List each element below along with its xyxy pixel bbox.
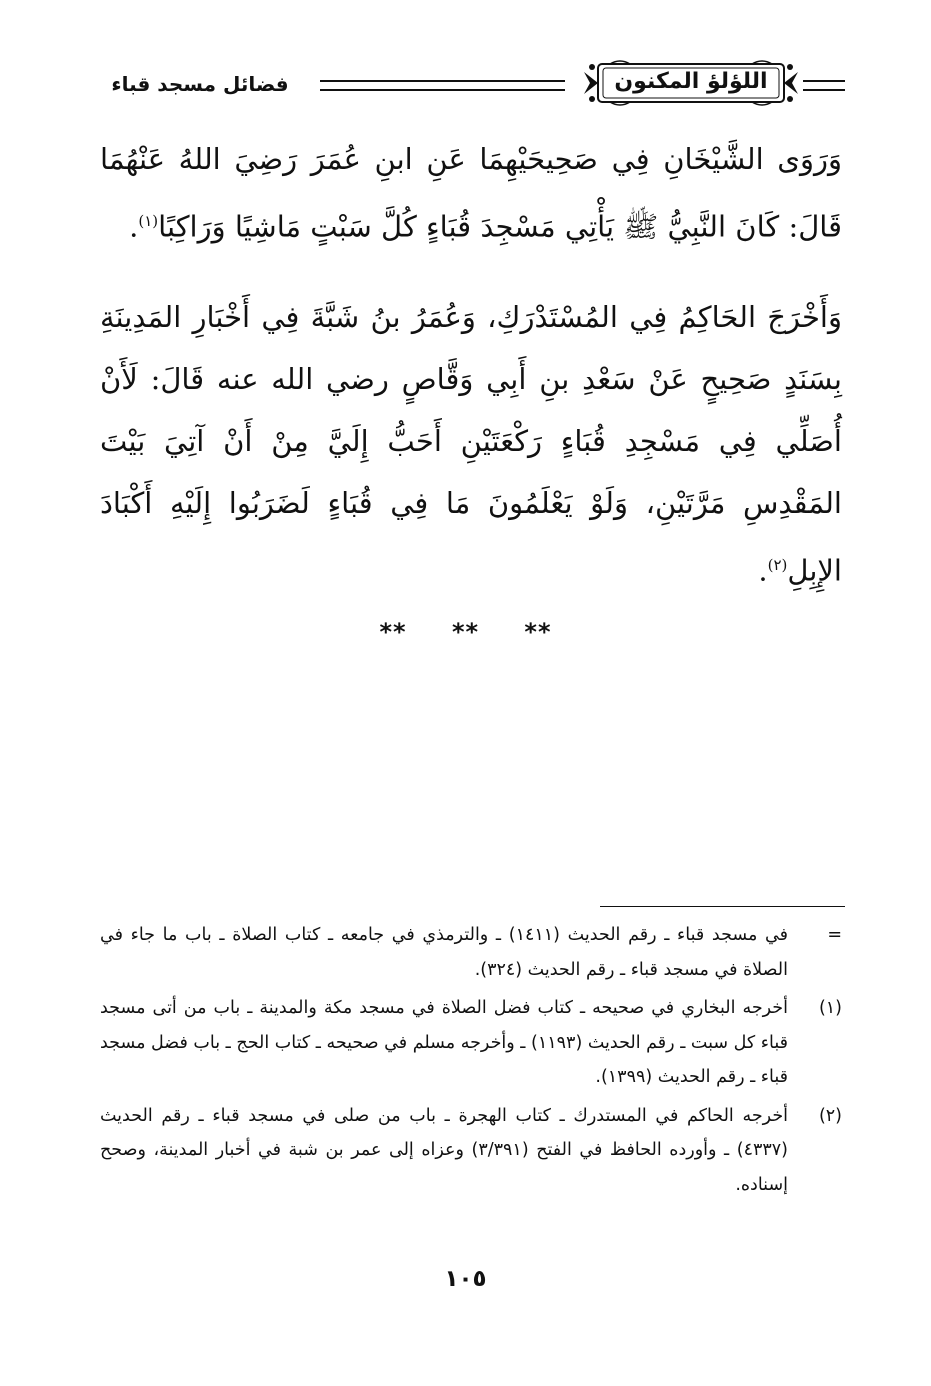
separator-stars: ** — [451, 618, 480, 646]
header-rule-left — [320, 80, 565, 91]
footnote — [100, 918, 842, 987]
separator-stars: ** — [524, 618, 552, 646]
book-title: اللؤلؤ المكنون — [614, 69, 768, 94]
running-header — [95, 50, 845, 120]
footnote-marker: (١) — [818, 998, 842, 1018]
paragraph: وَرَوَى الشَّيْخَانِ فِي صَحِيحَيْهِمَا عَنِ ابنِ عُمَرَ رَضِيَ اللهُ عَنْهُمَا قَالَ: كَانَ النَّبِيُّ ﷺ يَأْتِي مَسْجِدَ قُبَاءٍ كُلَّ سَبْتٍ مَاشِيًا وَرَاكِبًا$^{(١)}$. — [100, 142, 842, 244]
footnote-marker: (٢) — [818, 1105, 842, 1126]
section-separator — [0, 618, 931, 646]
footnote-divider — [600, 906, 845, 907]
footnote-text: أخرجه البخاري في صحيحه ـ كتاب فضل الصلاة في مسجد مكة والمدينة ـ باب من أتى مسجد قباء كل سبت ـ رقم الحديث (١١٩٣) ـ وأخرجه مسلم في صحيحه ـ كتاب الحج ـ باب فضل مسجد قباء ـ رقم الحديث (١٣٩٩). — [100, 998, 788, 1087]
header-rule-right — [803, 80, 845, 91]
header-title-cartouche — [580, 58, 802, 108]
footnote — [100, 991, 842, 1095]
main-text — [100, 128, 842, 629]
separator-stars: ** — [379, 618, 407, 646]
paragraph: وَأَخْرَجَ الحَاكِمُ فِي المُسْتَدْرَكِ، وَعُمَرُ بنُ شَبَّةَ فِي أَخْبَارِ المَدِينَةِ بِسَنَدٍ صَحِيحٍ عَنْ سَعْدِ بنِ أَبِي وَقَّاصٍ رضي الله عنه قَالَ: لَأَنْ أُصَلِّي فِي مَسْجِدِ قُبَاءٍ رَكْعَتَيْنِ أَحَبُّ إِلَيَّ مِنْ أَنْ آتِيَ بَيْتَ المَقْدِسِ مَرَّتَيْنِ، وَلَوْ يَعْلَمُونَ مَا فِي قُبَاءٍ لَضَرَبُوا إِلَيْهِ أَكْبَادَ الإِبِلِ$^{(٢)}$. — [100, 299, 842, 588]
footnote-ref: (١) — [138, 212, 159, 230]
chapter-title: فضائل مسجد قباء — [111, 72, 289, 96]
footnote — [100, 1099, 842, 1203]
footnote-ref: (٢) — [767, 555, 788, 574]
page-number: ١٠٥ — [444, 1266, 487, 1292]
footnotes — [100, 918, 842, 1206]
footnote-marker: = — [827, 925, 842, 945]
footnote-text: في مسجد قباء ـ رقم الحديث (١٤١١) ـ والترمذي في جامعه ـ كتاب الصلاة ـ باب ما جاء في الصلاة في مسجد قباء ـ رقم الحديث (٣٢٤). — [100, 925, 788, 980]
footnote-text: أخرجه الحاكم في المستدرك ـ كتاب الهجرة ـ باب من صلى في مسجد قباء ـ رقم الحديث (٤٣٣٧) ـ وأورده الحافظ في الفتح (٣/٣٩١) وعزاه إلى عمر بن شبة في أخبار المدينة، وصحح إسناده. — [100, 1105, 788, 1195]
